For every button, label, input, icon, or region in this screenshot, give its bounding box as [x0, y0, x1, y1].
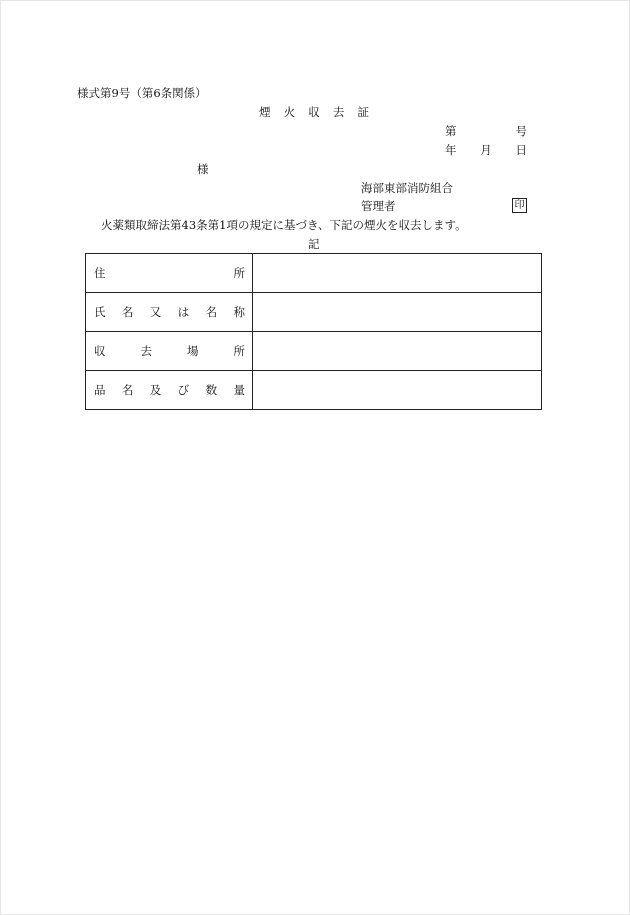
row-label-removal-location	[86, 332, 253, 371]
row-value-removal-location[interactable]	[253, 332, 542, 371]
table-row	[86, 254, 542, 293]
title-char: 去	[332, 105, 345, 119]
title-char: 収	[308, 105, 320, 119]
issuer-role: 管理者	[361, 199, 396, 213]
seal-mark: 印	[512, 198, 527, 213]
label-char: 場	[187, 344, 199, 358]
date-line	[445, 143, 527, 157]
label-char: 収	[94, 344, 106, 358]
title-char: 煙	[259, 105, 271, 119]
label-char: は	[177, 305, 190, 319]
title-char: 証	[357, 105, 369, 119]
table-row	[86, 332, 542, 371]
date-year: 年	[445, 143, 457, 157]
document-title	[259, 105, 369, 119]
table-row	[86, 293, 542, 332]
body-text: 火薬類取締法第43条第1項の規定に基づき、下記の煙火を収去します。	[101, 218, 467, 232]
row-value-address[interactable]	[253, 254, 542, 293]
row-label-item-quantity	[86, 371, 253, 410]
row-label-name	[86, 293, 253, 332]
label-char: 所	[233, 344, 245, 358]
records-table	[85, 253, 542, 410]
label-char: 所	[233, 266, 245, 280]
row-value-item-quantity[interactable]	[253, 371, 542, 410]
date-month: 月	[480, 143, 492, 157]
addressee-suffix: 様	[197, 162, 209, 176]
date-day: 日	[515, 143, 527, 157]
form-number: 様式第9号（第6条関係）	[77, 86, 207, 100]
table-row	[86, 371, 542, 410]
title-char: 火	[283, 105, 296, 119]
label-char: 氏	[94, 305, 106, 319]
row-label-address	[86, 254, 253, 293]
number-line	[445, 124, 527, 138]
label-char: 名	[121, 383, 134, 397]
label-char: 去	[140, 344, 152, 358]
record-heading: 記	[308, 237, 320, 251]
number-prefix: 第	[445, 124, 457, 138]
row-value-name[interactable]	[253, 293, 542, 332]
label-char: 量	[233, 383, 245, 397]
label-char: 称	[233, 305, 245, 319]
issuer-organization: 海部東部消防組合	[361, 181, 453, 195]
label-char: 数	[205, 383, 218, 397]
label-char: 住	[94, 266, 106, 280]
label-char: 名	[205, 305, 218, 319]
label-char: 名	[121, 305, 134, 319]
label-char: び	[177, 383, 190, 397]
label-char: 又	[149, 305, 162, 319]
number-suffix: 号	[515, 124, 527, 138]
label-char: 及	[149, 383, 162, 397]
label-char: 品	[94, 383, 106, 397]
